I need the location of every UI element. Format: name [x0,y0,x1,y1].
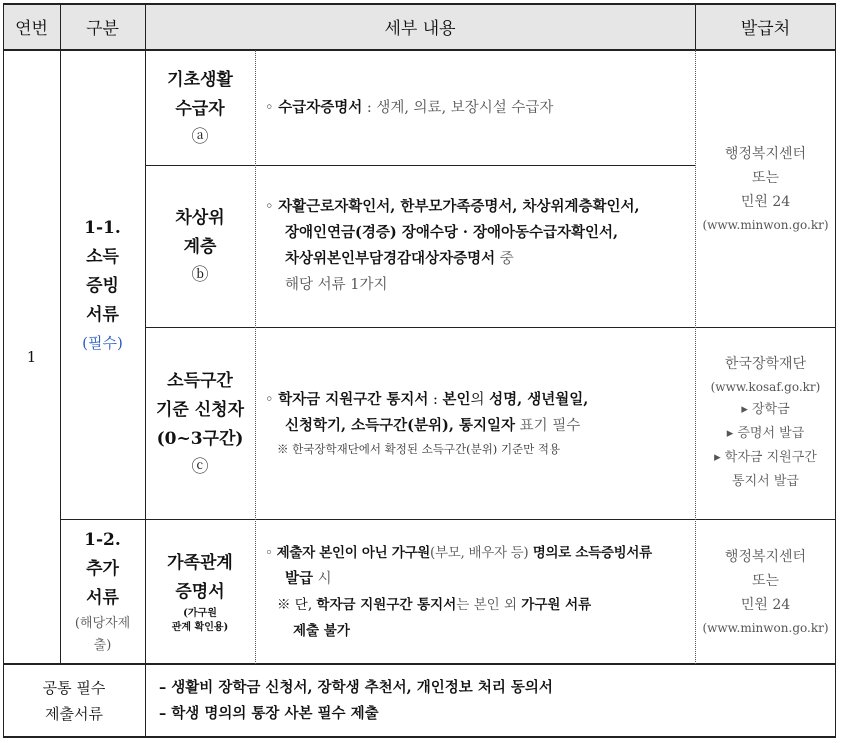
sub-c-line3: (0~3구간) [156,428,244,449]
sub-d-note-prefix: ※ 단, [277,596,317,613]
dotted-divider-issuer [695,50,696,664]
issuer3-url: (www.minwon.go.kr) [702,620,829,635]
border-sub-b [145,165,695,166]
issuer1-line2: 또는 [751,169,780,186]
common-label2: 제출서류 [45,705,103,723]
issuer-1 [695,50,836,327]
header-no [3,3,60,50]
issuer-2 [695,327,836,519]
sub-b-line2: 계층 [183,237,217,257]
sub-a-doc: 수급자증명서 [278,98,363,116]
group2-line1: 1-2. [84,530,121,550]
group-income-proof [60,50,145,519]
header-no-label: 연번 [15,19,48,39]
sub-b-docs4: 해당 서류 1가지 [285,277,388,293]
sub-a-label [145,50,255,165]
issuer2-item2: ▸ 증명서 발급 [726,426,805,441]
sub-b-line1: 차상위 [175,208,225,228]
group1-line1: 1-1. [84,217,121,238]
issuer-3 [695,519,836,664]
sub-b-mark: ⓑ [191,265,209,285]
sub-c-req1-suffix: 의 [470,392,490,408]
border-col4-head [695,3,696,51]
header-issuer [695,3,836,50]
issuer3-line3: 민원 24 [740,596,791,613]
sub-d-part2: (부모, 배우자 등) [430,544,529,561]
bullet-b: ◦ [265,199,274,215]
sub-b-docs3-suffix: 중 [495,251,514,267]
sub-a-detail [255,50,695,165]
common-item1: – 생활비 장학금 신청서, 장학생 추천서, 개인정보 처리 동의서 [159,679,553,696]
sub-c-line1: 소득구간 [167,370,233,391]
sub-d-note-bold1: 학자금 지원구간 통지서 [316,596,457,613]
border-col1 [60,3,61,664]
header-issuer-label: 발급처 [740,19,791,39]
header-detail-label: 세부 내용 [384,19,456,39]
issuer2-item3b: 통지서 발급 [732,474,799,489]
common-items [145,664,836,738]
sub-b-label [145,165,255,327]
issuer2-item1: ▸ 장학금 [741,402,790,417]
sub-d-detail [255,519,695,664]
sub-c-sep: : [428,392,443,408]
border-right [835,3,836,738]
sub-c-mark: ⓒ [191,456,209,477]
sub-c-req2: 성명, 생년월일, [489,391,589,408]
border-bottom [3,736,836,738]
issuer1-url: (www.minwon.go.kr) [702,217,829,232]
sub-c-doc: 학자금 지원구간 통지서 [278,391,429,408]
sub-c-note: ※ 한국장학재단에서 확정된 소득구간(분위) 기준만 적용 [277,442,561,456]
common-label [3,664,145,738]
dotted-divider-label [255,50,256,664]
common-label1: 공통 필수 [42,679,106,697]
sub-c-label [145,327,255,519]
sub-d-note-mid: 는 본인 외 [456,596,522,613]
sub-d-part3: 명의로 소득증빙서류 [528,544,652,561]
header-category-label: 구분 [86,19,119,39]
document-table [3,3,836,738]
sub-d-tiny1: (가구원 [183,607,217,619]
sub-d-line1: 가족관계 [167,552,233,573]
sub-d-line2-bold: 발급 [285,569,314,587]
group-additional-docs [60,519,145,664]
sub-b-detail [255,165,695,327]
bullet-c: ◦ [265,392,274,408]
border-group2 [60,519,836,520]
issuer3-line1: 행정복지센터 [724,548,807,565]
issuer1-line3: 민원 24 [740,193,791,210]
group2-line3: 서류 [86,588,119,608]
sub-d-line2-suffix: 시 [313,570,332,587]
row-number: 1 [26,348,37,366]
common-item2: – 학생 명의의 통장 사본 필수 제출 [159,705,379,722]
group1-line3: 증빙 [86,275,119,296]
sub-b-docs3: 차상위본인부담경감대상자증명서 [285,250,496,267]
sub-d-note-bold2: 가구원 서류 [521,596,592,613]
header-category [60,3,145,50]
group2-note1: (해당자제 [74,616,131,631]
sub-d-part1: 제출자 본인이 아닌 가구원 [276,544,431,561]
sub-c-req3: 신청학기, 소득구간(분위), 통지일자 [285,417,516,434]
sub-c-req1: 본인 [442,391,471,408]
sub-a-line1: 기초생활 [167,69,233,90]
border-common [3,663,836,665]
issuer2-line1: 한국장학재단 [724,356,807,372]
issuer1-line1: 행정복지센터 [724,145,807,162]
sub-d-label [145,519,255,664]
issuer2-url: (www.kosaf.go.kr) [710,380,821,394]
group2-note2: 출) [93,638,112,653]
sub-d-note-line2: 제출 불가 [293,622,350,639]
sub-b-docs2: 장애인연금(경증) 장애수당 · 장애아동수급자확인서, [285,224,619,241]
sub-a-desc: : 생계, 의료, 보장시설 수급자 [362,99,554,116]
sub-d-tiny2: 관계 확인용) [171,621,229,633]
group1-line4: 서류 [86,304,119,325]
header-detail [145,3,695,50]
sub-c-req3-suffix: 표기 필수 [515,418,581,434]
group2-line2: 추가 [86,559,119,579]
group1-required: (필수) [82,333,123,352]
bullet-a: ◦ [265,99,274,116]
sub-d-line2: 증명서 [175,581,225,602]
sub-a-line2: 수급자 [175,98,225,119]
border-header [3,49,836,51]
group1-line2: 소득 [86,246,119,267]
bullet-d: ◦ [265,544,273,561]
sub-c-line2: 기준 신청자 [155,399,245,420]
issuer2-item3: ▸ 학자금 지원구간 [714,450,817,465]
issuer3-line2: 또는 [751,572,780,589]
border-left [3,3,4,738]
border-col2 [145,3,146,738]
row-number-cell [3,50,60,664]
sub-b-docs1: 자활근로자확인서, 한부모가족증명서, 차상위계층확인서, [278,198,640,215]
border-sub-c [145,327,836,328]
border-top [3,3,836,5]
sub-c-detail [255,327,695,519]
sub-a-mark: ⓐ [191,126,209,147]
